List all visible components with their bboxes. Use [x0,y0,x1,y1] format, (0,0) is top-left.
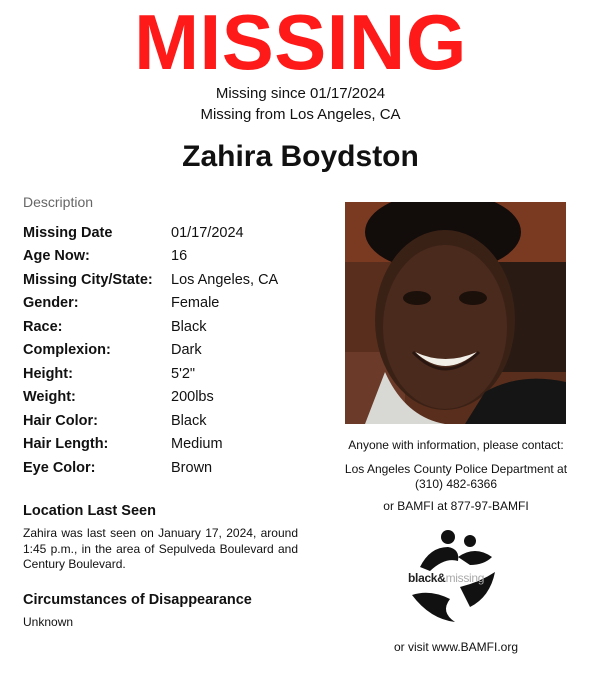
logo-word-main: black& [408,571,446,585]
missing-headline: MISSING [134,0,467,86]
contact-bamfi: or BAMFI at 877-97-BAMFI [383,499,529,513]
field-value: 5'2" [171,365,196,382]
field-label: Age Now: [23,248,90,265]
agency-name: Los Angeles County Police Department at [344,462,568,476]
person-photo [345,202,566,424]
field-height [23,362,323,386]
missing-from-text: Missing from Los Angeles, CA [200,106,401,123]
field-complexion [23,339,323,363]
field-label: Weight: [23,389,76,406]
field-hair-color [23,409,323,433]
agency-phone: (310) 482-6366 [414,477,498,491]
field-label: Gender: [23,295,79,312]
field-value: Dark [171,342,202,359]
field-value: Medium [171,436,223,453]
field-value: Black [171,412,207,429]
person-name: Zahira Boydston [182,140,419,173]
logo-word-ghost: missing [445,571,485,585]
description-heading: Description [23,194,94,210]
field-value: Female [171,295,220,312]
field-value: 01/17/2024 [171,224,244,241]
field-missing-date [23,221,323,245]
field-eye-color [23,456,323,480]
field-city-state [23,268,323,292]
field-gender [23,292,323,316]
location-heading: Location Last Seen [23,503,156,519]
field-weight [23,386,323,410]
field-label: Height: [23,365,73,382]
field-value: 200lbs [171,389,214,406]
circumstances-heading: Circumstances of Disappearance [23,592,252,608]
contact-intro: Anyone with information, please contact: [348,438,564,452]
field-value: Brown [171,459,213,476]
field-age-now [23,245,323,269]
field-label: Hair Length: [23,436,109,453]
location-text: Zahira was last seen on January 17, 2024, around 1:45 p.m., in the area of Sepulveda Boulevard and Century Boulevard. [23,526,298,571]
field-race [23,315,323,339]
visit-website-text: or visit www.BAMFI.org [393,640,519,654]
missing-since-text: Missing since 01/17/2024 [215,85,386,102]
description-fields [23,221,323,480]
logo-wordmark [408,571,484,585]
field-label: Missing City/State: [23,271,153,288]
field-label: Hair Color: [23,412,98,429]
field-label: Eye Color: [23,459,96,476]
contact-agency [315,462,597,492]
field-value: Black [171,318,207,335]
field-label: Missing Date [23,224,113,241]
field-label: Complexion: [23,342,111,359]
field-hair-length [23,433,323,457]
field-value: 16 [171,248,188,265]
photo-illustration [345,202,566,424]
field-value: Los Angeles, CA [171,271,279,288]
bamfi-logo [400,527,510,622]
circumstances-text: Unknown [23,615,74,629]
field-label: Race: [23,318,63,335]
